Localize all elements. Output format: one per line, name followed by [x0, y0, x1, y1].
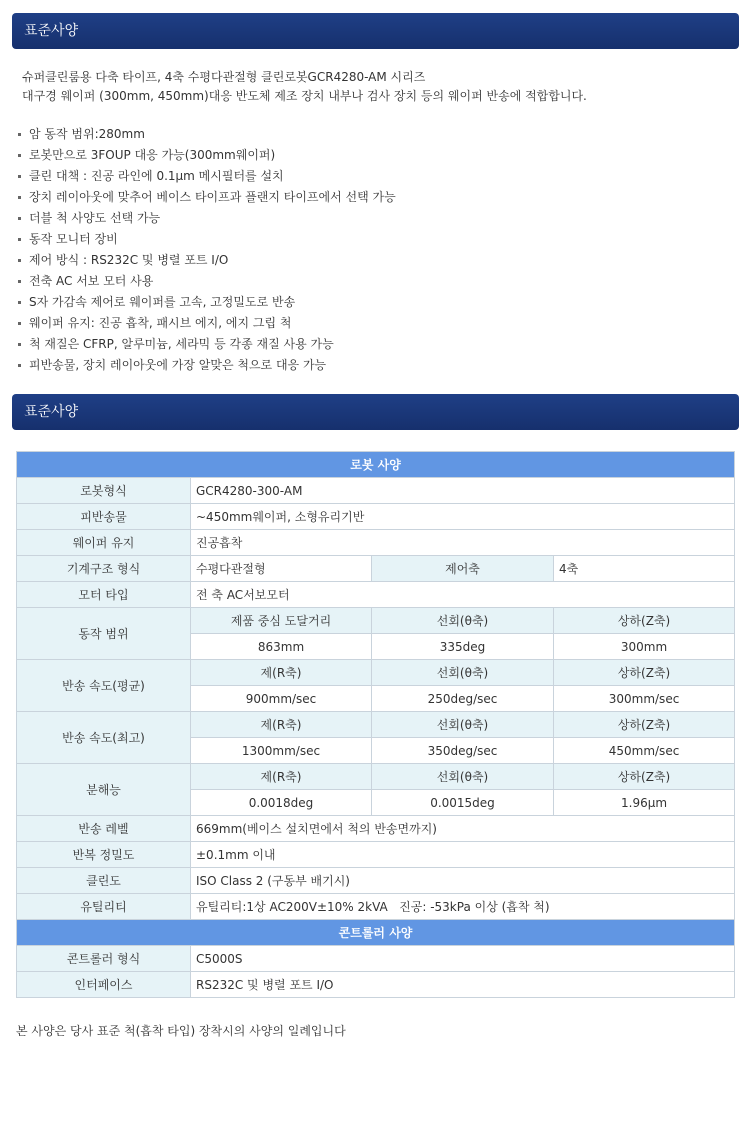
spec-value: ±0.1mm 이내 [191, 842, 735, 868]
spec-value: ~450mm웨이퍼, 소형유리기반 [191, 504, 735, 530]
spec-value: 1.96μm [554, 790, 735, 816]
spec-label: 인터페이스 [17, 972, 191, 998]
spec-value: ISO Class 2 (구동부 배기시) [191, 868, 735, 894]
spec-subheader: 선회(θ축) [372, 764, 554, 790]
spec-subheader: 선회(θ축) [372, 660, 554, 686]
bullet-icon [18, 280, 21, 283]
spec-value: 300mm [554, 634, 735, 660]
bullet-icon [18, 322, 21, 325]
spec-value: 450mm/sec [554, 738, 735, 764]
feature-item: 클린 대책 : 진공 라인에 0.1μm 메시필터를 설치 [18, 166, 396, 187]
feature-item: 웨이퍼 유지: 진공 흡착, 패시브 에지, 에지 그립 척 [18, 313, 396, 334]
bullet-icon [18, 259, 21, 262]
bullet-icon [18, 301, 21, 304]
spec-label: 반송 속도(평균) [17, 660, 191, 712]
intro-line: 슈퍼클린룸용 다축 타이프, 4축 수평다관절형 클린로봇GCR4280-AM 시리즈 [22, 70, 426, 84]
spec-label: 반송 레벨 [17, 816, 191, 842]
spec-label: 클린도 [17, 868, 191, 894]
spec-subheader: 선회(θ축) [372, 712, 554, 738]
feature-item: 로봇만으로 3FOUP 대응 가능(300mm웨이퍼) [18, 145, 396, 166]
spec-subheader: 제(R축) [191, 764, 372, 790]
bullet-icon [18, 133, 21, 136]
feature-item: 제어 방식 : RS232C 및 병렬 포트 I/O [18, 250, 396, 271]
feature-item: 장치 레이아웃에 맞추어 베이스 타이프과 플랜지 타이프에서 선택 가능 [18, 187, 396, 208]
spec-label: 제어축 [372, 556, 554, 582]
controller-spec-header: 콘트롤러 사양 [17, 920, 735, 946]
spec-value: 669mm(베이스 설치면에서 척의 반송면까지) [191, 816, 735, 842]
spec-value: 0.0018deg [191, 790, 372, 816]
spec-subheader: 제품 중심 도달거리 [191, 608, 372, 634]
section-title-standard-spec: 표준사양 [12, 13, 739, 49]
spec-subheader: 상하(Z축) [554, 712, 735, 738]
spec-value: 350deg/sec [372, 738, 554, 764]
bullet-icon [18, 196, 21, 199]
spec-subheader: 상하(Z축) [554, 764, 735, 790]
bullet-icon [18, 343, 21, 346]
feature-item: 더블 척 사양도 선택 가능 [18, 208, 396, 229]
spec-subheader: 상하(Z축) [554, 660, 735, 686]
spec-label: 동작 범위 [17, 608, 191, 660]
spec-table [16, 451, 735, 998]
section-title-spec-table: 표준사양 [12, 394, 739, 430]
feature-item: 척 재질은 CFRP, 알루미늄, 세라믹 등 각종 재질 사용 가능 [18, 334, 396, 355]
spec-label: 웨이퍼 유지 [17, 530, 191, 556]
feature-item: S자 가감속 제어로 웨이퍼를 고속, 고정밀도로 반송 [18, 292, 396, 313]
spec-subheader: 제(R축) [191, 712, 372, 738]
spec-label: 콘트롤러 형식 [17, 946, 191, 972]
spec-value: 300mm/sec [554, 686, 735, 712]
feature-list [18, 124, 396, 376]
spec-label: 피반송물 [17, 504, 191, 530]
bullet-icon [18, 364, 21, 367]
spec-value: 유틸리티:1상 AC200V±10% 2kVA 진공: -53kPa 이상 (흡착 척) [191, 894, 735, 920]
spec-label: 반송 속도(최고) [17, 712, 191, 764]
spec-value: 진공흡착 [191, 530, 735, 556]
spec-value: 4축 [554, 556, 735, 582]
spec-subheader: 제(R축) [191, 660, 372, 686]
footnote: 본 사양은 당사 표준 척(흡착 타입) 장착시의 사양의 일례입니다 [16, 1024, 346, 1038]
feature-item: 동작 모니터 장비 [18, 229, 396, 250]
spec-value: 900mm/sec [191, 686, 372, 712]
bullet-icon [18, 154, 21, 157]
spec-label: 유틸리티 [17, 894, 191, 920]
feature-item: 암 동작 범위:280mm [18, 124, 396, 145]
spec-value: 전 축 AC서보모터 [191, 582, 735, 608]
spec-subheader: 선회(θ축) [372, 608, 554, 634]
intro-line: 대구경 웨이퍼 (300mm, 450mm)대응 반도체 제조 장치 내부나 검사 장치 등의 웨이퍼 반송에 적합합니다. [22, 89, 587, 103]
spec-value: 335deg [372, 634, 554, 660]
bullet-icon [18, 217, 21, 220]
spec-label: 기계구조 형식 [17, 556, 191, 582]
spec-value: 1300mm/sec [191, 738, 372, 764]
spec-label: 반복 정밀도 [17, 842, 191, 868]
feature-item: 전축 AC 서보 모터 사용 [18, 271, 396, 292]
spec-value: 수평다관절형 [191, 556, 372, 582]
spec-label: 로봇형식 [17, 478, 191, 504]
intro-text [22, 68, 587, 106]
spec-subheader: 상하(Z축) [554, 608, 735, 634]
spec-label: 분해능 [17, 764, 191, 816]
feature-item: 피반송물, 장치 레이아웃에 가장 알맞은 척으로 대응 가능 [18, 355, 396, 376]
robot-spec-header: 로봇 사양 [17, 452, 735, 478]
spec-value: 0.0015deg [372, 790, 554, 816]
spec-value: 250deg/sec [372, 686, 554, 712]
spec-value: GCR4280-300-AM [191, 478, 735, 504]
spec-label: 모터 타입 [17, 582, 191, 608]
spec-value: RS232C 및 병렬 포트 I/O [191, 972, 735, 998]
spec-value: 863mm [191, 634, 372, 660]
bullet-icon [18, 175, 21, 178]
bullet-icon [18, 238, 21, 241]
spec-value: C5000S [191, 946, 735, 972]
